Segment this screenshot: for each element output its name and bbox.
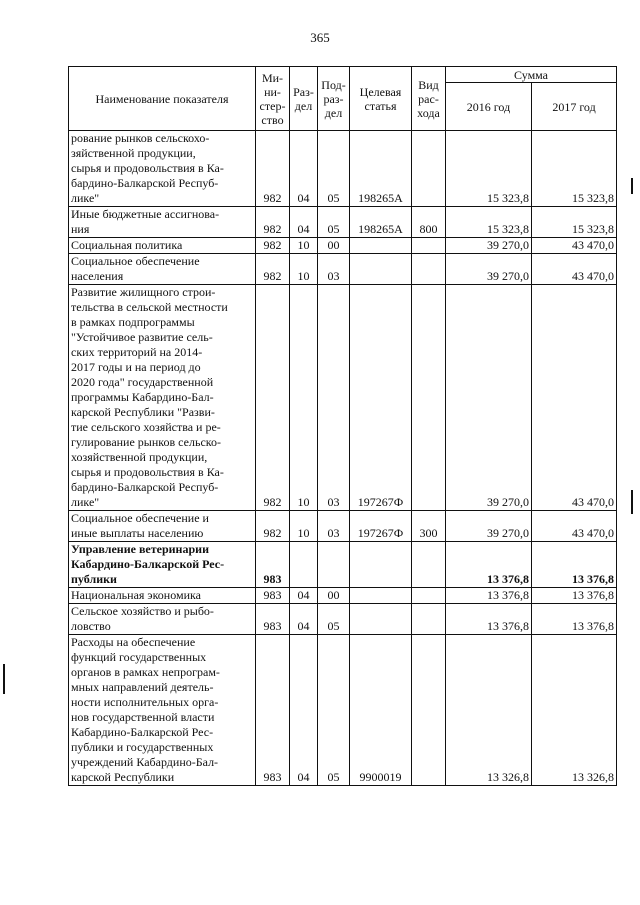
row-section: 04 (290, 588, 318, 604)
row-ministry: 983 (256, 635, 290, 786)
row-target (350, 588, 412, 604)
row-amount-2016: 13 376,8 (446, 542, 532, 588)
margin-mark-right-1 (631, 178, 633, 194)
row-target (350, 238, 412, 254)
row-subsection: 03 (318, 285, 350, 511)
row-amount-2017: 15 323,8 (532, 207, 617, 238)
row-ministry: 982 (256, 285, 290, 511)
row-amount-2016: 39 270,0 (446, 238, 532, 254)
row-amount-2017: 43 470,0 (532, 254, 617, 285)
row-expense-type (412, 131, 446, 207)
row-expense-type (412, 588, 446, 604)
header-subsection-text: Под- раз- дел (321, 77, 346, 120)
row-amount-2016: 39 270,0 (446, 254, 532, 285)
row-section: 10 (290, 238, 318, 254)
header-ministry-text: Ми- ни- стер- ство (259, 70, 286, 127)
row-amount-2016: 39 270,0 (446, 285, 532, 511)
header-year-2016: 2016 год (446, 83, 532, 131)
header-sum: Сумма (446, 67, 617, 83)
row-subsection: 03 (318, 511, 350, 542)
row-target: 197267Ф (350, 285, 412, 511)
row-ministry: 982 (256, 511, 290, 542)
row-amount-2017: 15 323,8 (532, 131, 617, 207)
table-header (69, 67, 617, 131)
row-name: Сельское хозяйство и рыбо- ловство (69, 604, 256, 635)
row-expense-type (412, 604, 446, 635)
row-amount-2017: 13 376,8 (532, 542, 617, 588)
row-section: 04 (290, 131, 318, 207)
row-subsection: 05 (318, 131, 350, 207)
table-row (69, 131, 617, 207)
row-subsection: 00 (318, 588, 350, 604)
row-target (350, 604, 412, 635)
row-amount-2017: 43 470,0 (532, 238, 617, 254)
row-ministry: 983 (256, 588, 290, 604)
header-section-text: Раз- дел (293, 84, 314, 113)
row-expense-type: 800 (412, 207, 446, 238)
row-section: 10 (290, 511, 318, 542)
row-section: 04 (290, 635, 318, 786)
row-ministry: 982 (256, 238, 290, 254)
header-section (290, 67, 318, 131)
row-target (350, 542, 412, 588)
row-subsection: 05 (318, 604, 350, 635)
header-ministry (256, 67, 290, 131)
row-name: Социальная политика (69, 238, 256, 254)
row-amount-2016: 13 326,8 (446, 635, 532, 786)
row-amount-2017: 13 376,8 (532, 588, 617, 604)
row-ministry: 982 (256, 254, 290, 285)
row-name: Развитие жилищного строи- тельства в сельской местности в рамках подпрограммы "Устойчивое развитие сель- ских территорий на 2014- 2017 годы и на период до 2020 года" государственной программы Кабардино-Бал- карской Республики "Разви- тие сельского хозяйства и ре- гулирование рынков сельско- хозяйственной продукции, сырья и продовольствия в Ка- бардино-Балкарской Респуб- лике" (69, 285, 256, 511)
row-ministry: 983 (256, 542, 290, 588)
row-section: 04 (290, 207, 318, 238)
row-name: Иные бюджетные ассигнова- ния (69, 207, 256, 238)
row-name: Социальное обеспечение и иные выплаты населению (69, 511, 256, 542)
row-target (350, 254, 412, 285)
row-section: 10 (290, 254, 318, 285)
row-subsection: 05 (318, 207, 350, 238)
budget-table (68, 66, 617, 786)
table-body (69, 131, 617, 786)
table-row (69, 254, 617, 285)
row-amount-2016: 15 323,8 (446, 131, 532, 207)
row-amount-2017: 13 326,8 (532, 635, 617, 786)
row-subsection (318, 542, 350, 588)
header-expense-type-text: Вид рас- хода (417, 77, 440, 120)
row-amount-2017: 13 376,8 (532, 604, 617, 635)
row-ministry: 982 (256, 131, 290, 207)
row-ministry: 983 (256, 604, 290, 635)
table-row (69, 604, 617, 635)
row-expense-type (412, 254, 446, 285)
header-target (350, 67, 412, 131)
row-target: 197267Ф (350, 511, 412, 542)
table-row (69, 588, 617, 604)
row-target: 9900019 (350, 635, 412, 786)
row-target: 198265А (350, 131, 412, 207)
row-amount-2016: 13 376,8 (446, 588, 532, 604)
margin-mark-right-2 (631, 490, 633, 514)
table-row (69, 542, 617, 588)
row-expense-type (412, 635, 446, 786)
row-amount-2017: 43 470,0 (532, 511, 617, 542)
row-amount-2016: 15 323,8 (446, 207, 532, 238)
row-name: рование рынков сельскохо- зяйственной продукции, сырья и продовольствия в Ка- бардино-Балкарской Респуб- лике" (69, 131, 256, 207)
row-section (290, 542, 318, 588)
row-section: 04 (290, 604, 318, 635)
row-amount-2016: 39 270,0 (446, 511, 532, 542)
row-name: Расходы на обеспечение функций государственных органов в рамках непрограм- мных направлений деятель- ности исполнительных орга- нов государственной власти Кабардино-Балкарской Рес- публики и государственных учреждений Кабардино-Бал- карской Республики (69, 635, 256, 786)
table-row (69, 207, 617, 238)
table-row (69, 635, 617, 786)
header-name: Наименование показателя (69, 67, 256, 131)
row-subsection: 05 (318, 635, 350, 786)
page-number: 365 (310, 30, 330, 45)
row-name: Управление ветеринарии Кабардино-Балкарской Рес- публики (69, 542, 256, 588)
header-subsection (318, 67, 350, 131)
row-ministry: 982 (256, 207, 290, 238)
margin-mark-left (3, 664, 5, 694)
row-name: Социальное обеспечение населения (69, 254, 256, 285)
row-subsection: 03 (318, 254, 350, 285)
table-row (69, 285, 617, 511)
row-subsection: 00 (318, 238, 350, 254)
header-year-2017: 2017 год (532, 83, 617, 131)
row-expense-type (412, 285, 446, 511)
row-expense-type (412, 542, 446, 588)
row-amount-2016: 13 376,8 (446, 604, 532, 635)
table-row (69, 511, 617, 542)
row-name: Национальная экономика (69, 588, 256, 604)
header-expense-type (412, 67, 446, 131)
table-row (69, 238, 617, 254)
row-expense-type: 300 (412, 511, 446, 542)
row-section: 10 (290, 285, 318, 511)
row-amount-2017: 43 470,0 (532, 285, 617, 511)
row-target: 198265А (350, 207, 412, 238)
header-target-text: Целевая статья (359, 84, 402, 113)
row-expense-type (412, 238, 446, 254)
